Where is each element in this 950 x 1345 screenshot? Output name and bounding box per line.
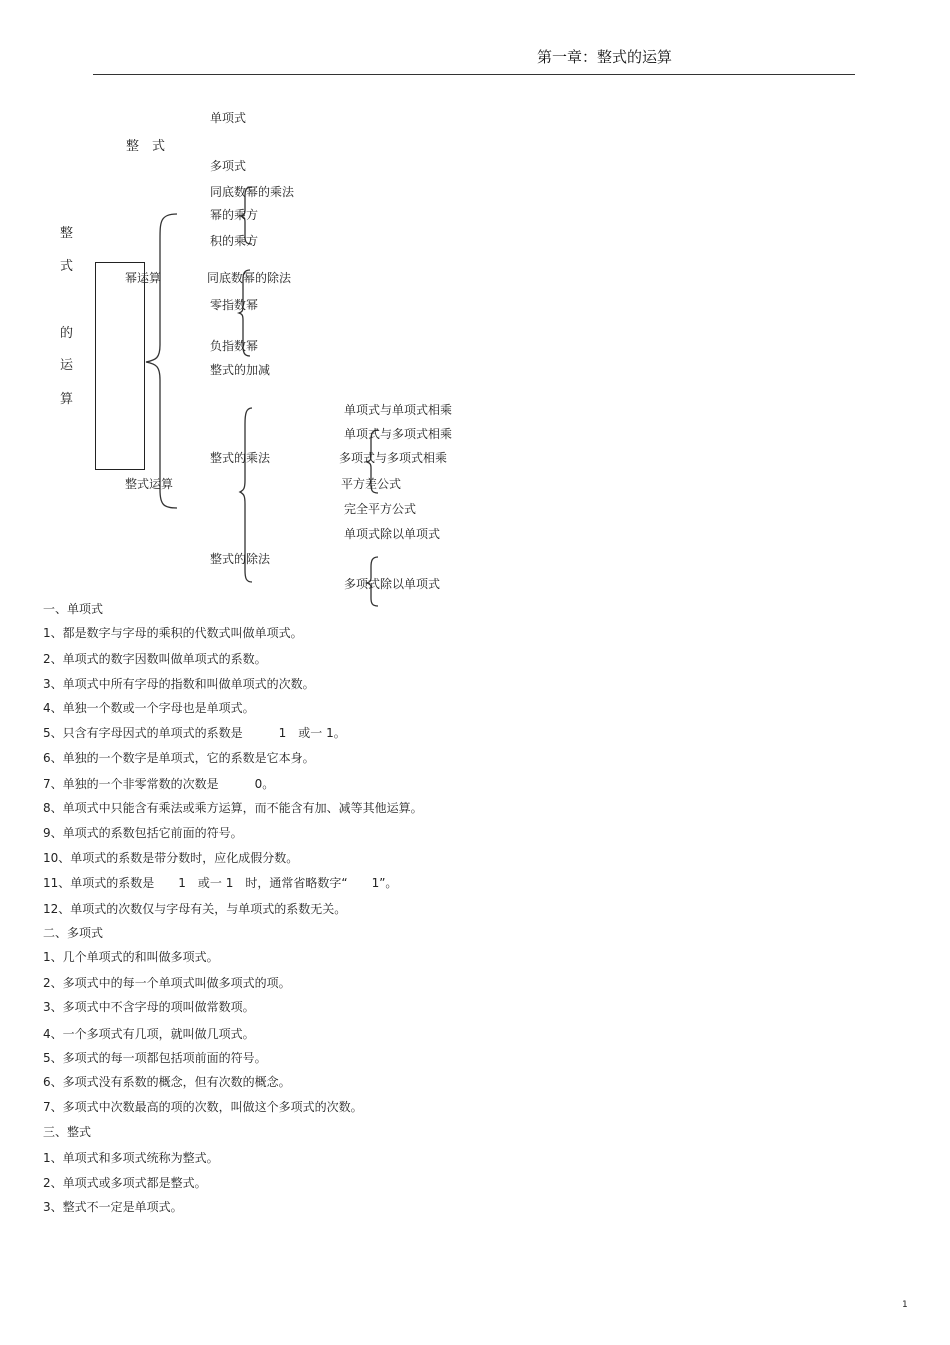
node-duoxiangshi: 多项式: [210, 159, 247, 173]
mi-item: 幂的乘方: [210, 208, 259, 222]
section-title: 三、整式: [43, 1125, 92, 1139]
list-item: 10、单项式的系数是带分数时，应化成假分数。: [43, 851, 299, 865]
chengfa-item: 单项式与单项式相乘: [344, 403, 453, 417]
list-item: 3、多项式中不含字母的项叫做常数项。: [43, 1000, 255, 1014]
section-title: 二、多项式: [43, 926, 104, 940]
mi-item: 零指数幂: [210, 298, 259, 312]
page-number: 1: [902, 1300, 908, 1310]
chengfa-item: 单项式与多项式相乘: [344, 427, 453, 441]
mi-item: 负指数幂: [210, 339, 259, 353]
node-zhengshi: 整 式: [126, 139, 166, 154]
list-item: 11、单项式的系数是 1 或一 1 时，通常省略数字“ 1”。: [43, 876, 398, 890]
list-item: 2、多项式中的每一个单项式叫做多项式的项。: [43, 976, 291, 990]
list-item: 1、单项式和多项式统称为整式。: [43, 1151, 219, 1165]
list-item: 7、单独的一个非零常数的次数是 0。: [43, 777, 275, 791]
list-item: 5、多项式的每一项都包括项前面的符号。: [43, 1051, 267, 1065]
list-item: 6、单独的一个数字是单项式，它的系数是它本身。: [43, 751, 315, 765]
mi-item: 同底数幂的乘法: [210, 185, 295, 199]
chengfa-item: 平方差公式: [341, 477, 402, 491]
chufa-item: 多项式除以单项式: [344, 577, 441, 591]
chufa-item: 单项式除以单项式: [344, 527, 441, 541]
list-item: 12、单项式的次数仅与字母有关，与单项式的系数无关。: [43, 902, 347, 916]
list-item: 4、一个多项式有几项，就叫做几项式。: [43, 1027, 255, 1041]
root-char: 运: [60, 358, 74, 373]
list-item: 1、几个单项式的和叫做多项式。: [43, 950, 219, 964]
list-item: 9、单项式的系数包括它前面的符号。: [43, 826, 243, 840]
section-title: 一、单项式: [43, 602, 104, 616]
root-char: 式: [60, 259, 74, 274]
chapter-title: 第一章：整式的运算: [537, 48, 673, 66]
list-item: 1、都是数字与字母的乘积的代数式叫做单项式。: [43, 626, 303, 640]
list-item: 2、单项式的数字因数叫做单项式的系数。: [43, 652, 267, 666]
mi-item: 同底数幂的除法: [207, 271, 292, 285]
chengfa-item: 完全平方公式: [344, 502, 417, 516]
root-char: 的: [60, 326, 74, 341]
mi-item: 整式的加减: [210, 363, 271, 377]
node-chengfa: 整式的乘法: [210, 451, 271, 465]
list-item: 4、单独一个数或一个字母也是单项式。: [43, 701, 255, 715]
list-item: 8、单项式中只能含有乘法或乘方运算，而不能含有加、减等其他运算。: [43, 801, 423, 815]
node-chufa: 整式的除法: [210, 552, 271, 566]
root-char: 整: [60, 226, 74, 241]
list-item: 7、多项式中次数最高的项的次数，叫做这个多项式的次数。: [43, 1100, 363, 1114]
root-char: 算: [60, 392, 74, 407]
list-item: 3、整式不一定是单项式。: [43, 1200, 183, 1214]
list-item: 5、只含有字母因式的单项式的系数是 1 或一 1。: [43, 726, 346, 740]
root-box: [95, 262, 145, 470]
chengfa-item: 多项式与多项式相乘: [339, 451, 448, 465]
node-mi-yunsuan: 幂运算: [125, 271, 162, 285]
list-item: 6、多项式没有系数的概念，但有次数的概念。: [43, 1075, 291, 1089]
node-danxiangshi: 单项式: [210, 111, 247, 125]
node-zhengshi-yunsuan: 整式运算: [125, 477, 174, 491]
list-item: 2、单项式或多项式都是整式。: [43, 1176, 207, 1190]
mi-item: 积的乘方: [210, 234, 259, 248]
list-item: 3、单项式中所有字母的指数和叫做单项式的次数。: [43, 677, 315, 691]
main-brace: [146, 214, 177, 508]
